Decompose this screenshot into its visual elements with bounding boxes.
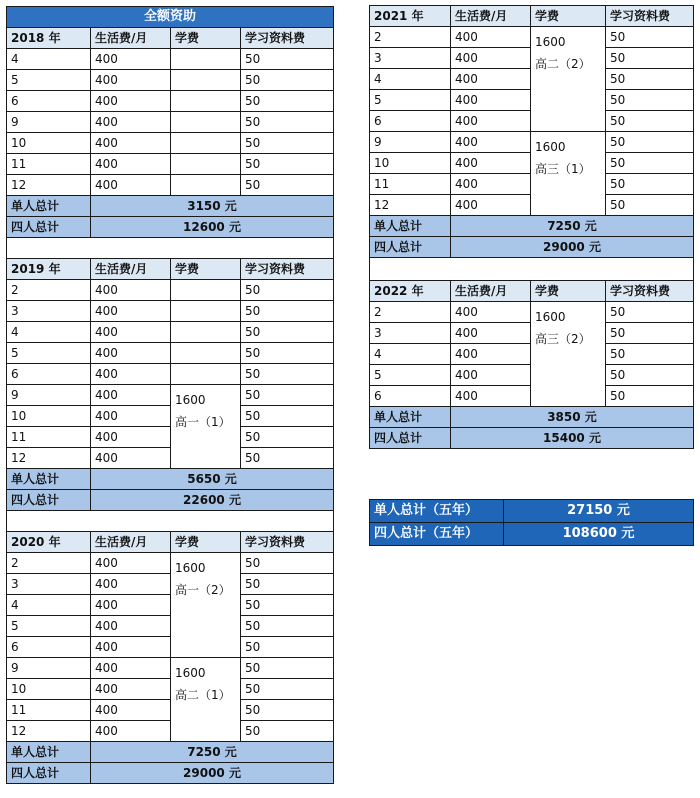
living-cell: 400	[91, 91, 171, 112]
material-cell: 50	[241, 427, 334, 448]
table-row	[370, 132, 694, 153]
material-cell: 50	[241, 721, 334, 742]
material-cell: 50	[606, 90, 694, 111]
living-cell: 400	[91, 154, 171, 175]
single-total-label: 单人总计	[370, 216, 451, 237]
month-cell: 11	[7, 700, 91, 721]
month-cell: 12	[7, 448, 91, 469]
month-cell: 6	[7, 364, 91, 385]
living-cell: 400	[451, 90, 531, 111]
material-cell: 50	[241, 343, 334, 364]
material-cell: 50	[241, 637, 334, 658]
fee-amount: 1600	[535, 35, 566, 49]
four-total-label: 四人总计	[370, 237, 451, 258]
living-cell: 400	[91, 385, 171, 406]
living-cell: 400	[91, 616, 171, 637]
material-cell: 50	[606, 365, 694, 386]
tuition-cell	[171, 91, 241, 112]
month-cell: 6	[7, 91, 91, 112]
material-cell: 50	[606, 132, 694, 153]
month-cell: 3	[370, 323, 451, 344]
living-cell: 400	[91, 574, 171, 595]
table-row	[7, 70, 334, 91]
fee-amount: 1600	[175, 561, 206, 575]
month-cell: 5	[7, 616, 91, 637]
living-cell: 400	[451, 111, 531, 132]
month-cell: 10	[7, 406, 91, 427]
month-cell: 4	[370, 344, 451, 365]
living-header: 生活费/月	[451, 6, 531, 27]
living-cell: 400	[451, 302, 531, 323]
grand-four-label: 四人总计（五年）	[370, 523, 504, 546]
month-cell: 4	[7, 49, 91, 70]
year-header-2022	[370, 281, 694, 302]
living-cell: 400	[451, 69, 531, 90]
month-cell: 2	[7, 553, 91, 574]
month-cell: 6	[370, 111, 451, 132]
material-header: 学习资料费	[606, 6, 694, 27]
fee-grade: 高三（1）	[535, 162, 591, 176]
table-row	[7, 154, 334, 175]
table-title: 全额资助	[7, 7, 334, 28]
material-cell: 50	[241, 154, 334, 175]
material-header: 学习资料费	[241, 28, 334, 49]
month-cell: 10	[7, 133, 91, 154]
material-cell: 50	[606, 323, 694, 344]
table-row	[7, 406, 334, 427]
living-cell: 400	[451, 344, 531, 365]
four-total-label: 四人总计	[370, 428, 451, 449]
living-cell: 400	[91, 49, 171, 70]
table-row	[7, 322, 334, 343]
table-row	[7, 679, 334, 700]
living-cell: 400	[451, 132, 531, 153]
material-cell: 50	[606, 174, 694, 195]
living-cell: 400	[91, 175, 171, 196]
month-cell: 4	[7, 595, 91, 616]
tuition-cell	[171, 49, 241, 70]
four-total-label: 四人总计	[7, 217, 91, 238]
table-row	[7, 364, 334, 385]
living-header: 生活费/月	[91, 28, 171, 49]
grand-four-row	[370, 523, 694, 546]
living-cell: 400	[91, 112, 171, 133]
tuition-cell	[171, 301, 241, 322]
material-cell: 50	[606, 69, 694, 90]
single-total-label: 单人总计	[370, 407, 451, 428]
table-row	[370, 302, 694, 323]
table-row	[7, 658, 334, 679]
living-cell: 400	[451, 195, 531, 216]
month-cell: 10	[7, 679, 91, 700]
material-cell: 50	[241, 301, 334, 322]
tuition-header: 学费	[531, 6, 606, 27]
month-cell: 2	[370, 302, 451, 323]
four-total-value: 12600 元	[91, 217, 334, 238]
month-cell: 9	[370, 132, 451, 153]
fee-grade: 高三（2）	[535, 332, 591, 346]
year-header-2018	[7, 28, 334, 49]
year-label: 2020 年	[7, 532, 91, 553]
year-header-2020	[7, 532, 334, 553]
living-cell: 400	[451, 365, 531, 386]
tuition-header: 学费	[531, 281, 606, 302]
material-cell: 50	[241, 175, 334, 196]
material-cell: 50	[606, 302, 694, 323]
tuition-fee-block	[531, 27, 606, 132]
fee-amount: 1600	[175, 666, 206, 680]
table-row	[7, 133, 334, 154]
living-cell: 400	[91, 553, 171, 574]
single-total-value: 7250 元	[91, 742, 334, 763]
single-total-row	[7, 742, 334, 763]
living-cell: 400	[91, 595, 171, 616]
four-total-label: 四人总计	[7, 763, 91, 784]
month-cell: 9	[7, 658, 91, 679]
five-year-total-table	[369, 499, 694, 546]
month-cell: 10	[370, 153, 451, 174]
living-cell: 400	[91, 406, 171, 427]
single-total-label: 单人总计	[7, 196, 91, 217]
month-cell: 11	[7, 427, 91, 448]
material-cell: 50	[606, 48, 694, 69]
material-header: 学习资料费	[606, 281, 694, 302]
tuition-cell	[171, 280, 241, 301]
material-cell: 50	[241, 280, 334, 301]
four-total-value: 22600 元	[91, 490, 334, 511]
fee-grade: 高一（2）	[175, 583, 231, 597]
single-total-label: 单人总计	[7, 469, 91, 490]
table-row	[7, 721, 334, 742]
material-header: 学习资料费	[241, 532, 334, 553]
living-cell: 400	[451, 27, 531, 48]
tuition-cell	[171, 133, 241, 154]
single-total-row	[370, 407, 694, 428]
grand-single-value: 27150 元	[504, 500, 694, 523]
table-row	[7, 574, 334, 595]
fee-grade: 高二（2）	[535, 57, 591, 71]
living-cell: 400	[451, 153, 531, 174]
living-cell: 400	[91, 364, 171, 385]
tuition-fee-block	[531, 302, 606, 407]
tuition-fee-block	[171, 385, 241, 469]
month-cell: 12	[7, 721, 91, 742]
living-cell: 400	[91, 280, 171, 301]
material-cell: 50	[606, 153, 694, 174]
table-row	[370, 27, 694, 48]
table-row	[7, 637, 334, 658]
tuition-cell	[171, 154, 241, 175]
grand-single-row	[370, 500, 694, 523]
living-cell: 400	[91, 679, 171, 700]
material-cell: 50	[241, 406, 334, 427]
material-cell: 50	[241, 595, 334, 616]
material-cell: 50	[241, 679, 334, 700]
month-cell: 9	[7, 112, 91, 133]
month-cell: 5	[370, 90, 451, 111]
material-cell: 50	[241, 658, 334, 679]
year-header-2019	[7, 259, 334, 280]
tuition-cell	[171, 322, 241, 343]
single-total-row	[370, 216, 694, 237]
four-total-value: 15400 元	[451, 428, 694, 449]
material-cell: 50	[241, 112, 334, 133]
table-row	[7, 700, 334, 721]
material-cell: 50	[241, 49, 334, 70]
month-cell: 3	[7, 574, 91, 595]
table-row	[7, 91, 334, 112]
month-cell: 5	[7, 70, 91, 91]
month-cell: 6	[370, 386, 451, 407]
four-total-label: 四人总计	[7, 490, 91, 511]
material-cell: 50	[606, 344, 694, 365]
tuition-header: 学费	[171, 259, 241, 280]
table-row	[7, 301, 334, 322]
month-cell: 4	[7, 322, 91, 343]
living-cell: 400	[91, 70, 171, 91]
month-cell: 9	[7, 385, 91, 406]
material-cell: 50	[606, 111, 694, 132]
material-cell: 50	[241, 700, 334, 721]
single-total-value: 3150 元	[91, 196, 334, 217]
fee-amount: 1600	[535, 140, 566, 154]
single-total-value: 7250 元	[451, 216, 694, 237]
spacer-row	[7, 511, 334, 532]
fee-grade: 高二（1）	[175, 688, 231, 702]
month-cell: 2	[7, 280, 91, 301]
tuition-fee-block	[171, 658, 241, 742]
table-row	[7, 343, 334, 364]
month-cell: 5	[370, 365, 451, 386]
tuition-cell	[171, 70, 241, 91]
material-cell: 50	[241, 133, 334, 154]
living-cell: 400	[91, 322, 171, 343]
single-total-value: 3850 元	[451, 407, 694, 428]
year-label: 2022 年	[370, 281, 451, 302]
four-total-value: 29000 元	[91, 763, 334, 784]
tuition-fee-block	[171, 553, 241, 658]
four-total-row	[370, 237, 694, 258]
living-cell: 400	[91, 133, 171, 154]
left-funding-table	[6, 6, 334, 784]
table-row	[7, 553, 334, 574]
year-label: 2018 年	[7, 28, 91, 49]
month-cell: 5	[7, 343, 91, 364]
month-cell: 11	[7, 154, 91, 175]
material-cell: 50	[606, 195, 694, 216]
year-label: 2021 年	[370, 6, 451, 27]
table-row	[7, 175, 334, 196]
month-cell: 6	[7, 637, 91, 658]
living-cell: 400	[451, 174, 531, 195]
living-cell: 400	[91, 658, 171, 679]
material-cell: 50	[241, 553, 334, 574]
four-total-row	[370, 428, 694, 449]
tuition-fee-block	[531, 132, 606, 216]
table-row	[7, 448, 334, 469]
living-cell: 400	[91, 301, 171, 322]
material-cell: 50	[241, 448, 334, 469]
living-cell: 400	[451, 386, 531, 407]
table-row	[7, 280, 334, 301]
material-cell: 50	[241, 574, 334, 595]
spacer-row	[370, 258, 694, 281]
month-cell: 11	[370, 174, 451, 195]
four-total-value: 29000 元	[451, 237, 694, 258]
tuition-cell	[171, 343, 241, 364]
living-cell: 400	[91, 700, 171, 721]
month-cell: 12	[370, 195, 451, 216]
single-total-row	[7, 196, 334, 217]
living-cell: 400	[91, 343, 171, 364]
spacer-row	[7, 238, 334, 259]
living-header: 生活费/月	[91, 259, 171, 280]
material-cell: 50	[241, 385, 334, 406]
living-cell: 400	[451, 323, 531, 344]
material-cell: 50	[241, 616, 334, 637]
fee-amount: 1600	[535, 310, 566, 324]
year-label: 2019 年	[7, 259, 91, 280]
fee-grade: 高一（1）	[175, 415, 231, 429]
month-cell: 3	[7, 301, 91, 322]
grand-single-label: 单人总计（五年）	[370, 500, 504, 523]
month-cell: 4	[370, 69, 451, 90]
right-funding-table	[369, 5, 694, 449]
month-cell: 3	[370, 48, 451, 69]
table-row	[7, 112, 334, 133]
single-total-value: 5650 元	[91, 469, 334, 490]
material-header: 学习资料费	[241, 259, 334, 280]
single-total-label: 单人总计	[7, 742, 91, 763]
living-cell: 400	[91, 448, 171, 469]
material-cell: 50	[241, 70, 334, 91]
four-total-row	[7, 763, 334, 784]
tuition-header: 学费	[171, 28, 241, 49]
four-total-row	[7, 490, 334, 511]
table-row	[7, 616, 334, 637]
living-header: 生活费/月	[91, 532, 171, 553]
four-total-row	[7, 217, 334, 238]
table-row	[7, 49, 334, 70]
material-cell: 50	[241, 322, 334, 343]
table-row	[7, 427, 334, 448]
table-row	[7, 595, 334, 616]
single-total-row	[7, 469, 334, 490]
living-header: 生活费/月	[451, 281, 531, 302]
living-cell: 400	[451, 48, 531, 69]
material-cell: 50	[606, 27, 694, 48]
month-cell: 12	[7, 175, 91, 196]
material-cell: 50	[606, 386, 694, 407]
living-cell: 400	[91, 721, 171, 742]
living-cell: 400	[91, 637, 171, 658]
year-header-2021	[370, 6, 694, 27]
living-cell: 400	[91, 427, 171, 448]
tuition-cell	[171, 112, 241, 133]
table-row	[7, 385, 334, 406]
tuition-cell	[171, 175, 241, 196]
material-cell: 50	[241, 364, 334, 385]
fee-amount: 1600	[175, 393, 206, 407]
tuition-header: 学费	[171, 532, 241, 553]
material-cell: 50	[241, 91, 334, 112]
grand-four-value: 108600 元	[504, 523, 694, 546]
month-cell: 2	[370, 27, 451, 48]
tuition-cell	[171, 364, 241, 385]
